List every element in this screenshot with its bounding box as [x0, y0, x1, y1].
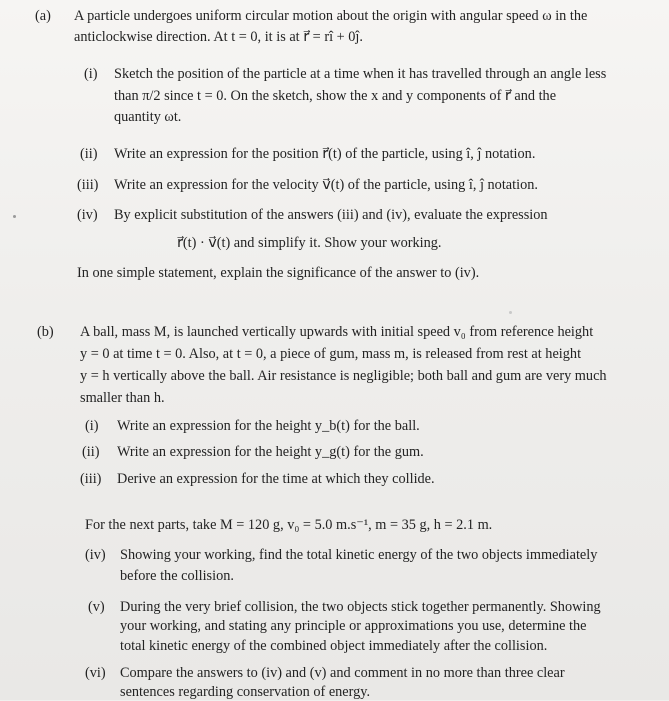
question-a-ii-label: (ii): [80, 146, 98, 162]
part-a-intro-line: A particle undergoes uniform circular motion about the origin with angular speed ω in the: [74, 8, 588, 24]
question-b-v-text: your working, and stating any principle or approximations you use, determine the: [120, 618, 587, 634]
question-b-iii-label: (iii): [80, 471, 102, 487]
paper-speck: [509, 311, 512, 314]
question-b-vi-label: (vi): [85, 665, 106, 681]
part-b-intro-line: y = h vertically above the ball. Air resistance is negligible; both ball and gum are very much: [80, 368, 607, 384]
question-b-v-text: total kinetic energy of the combined object immediately after the collision.: [120, 638, 548, 654]
question-b-i-text: Write an expression for the height y_b(t) for the ball.: [117, 418, 420, 434]
question-b-ii-label: (ii): [82, 444, 100, 460]
question-a-iii-label: (iii): [77, 177, 99, 193]
part-a-intro-line: anticlockwise direction. At t = 0, it is at r⃗ = rî + 0ĵ.: [74, 29, 363, 45]
paper-speck: [13, 215, 16, 218]
part-b-intro-line: y = 0 at time t = 0. Also, at t = 0, a piece of gum, mass m, is released from rest at height: [80, 346, 582, 362]
part-a-label: (a): [35, 8, 51, 24]
question-a-iv-text: By explicit substitution of the answers (iii) and (iv), evaluate the expression: [114, 207, 548, 223]
part-a-closing: In one simple statement, explain the significance of the answer to (iv).: [77, 265, 480, 281]
question-a-iii-text: Write an expression for the velocity v⃗(t) of the particle, using î, ĵ notation.: [114, 177, 538, 193]
question-a-ii-text: Write an expression for the position r⃗(t) of the particle, using î, ĵ notation.: [114, 146, 536, 162]
question-b-v-text: During the very brief collision, the two objects stick together permanently. Showing: [120, 599, 601, 615]
question-b-ii-text: Write an expression for the height y_g(t) for the gum.: [117, 444, 424, 460]
question-b-i-label: (i): [85, 418, 99, 434]
question-b-v-label: (v): [88, 599, 105, 615]
question-b-iv-text: Showing your working, find the total kinetic energy of the two objects immediately: [120, 547, 598, 563]
part-b-intro-line: smaller than h.: [80, 390, 165, 406]
question-b-iv-label: (iv): [85, 547, 106, 563]
part-b-label: (b): [37, 324, 54, 340]
question-b-vi-text: Compare the answers to (iv) and (v) and comment in no more than three clear: [120, 665, 565, 681]
question-a-iv-label: (iv): [77, 207, 98, 223]
question-a-i-text: quantity ωt.: [114, 109, 182, 125]
question-b-iv-text: before the collision.: [120, 568, 234, 584]
question-b-vi-text: sentences regarding conservation of energy.: [120, 684, 371, 700]
question-a-iv-text: r⃗(t) · v⃗(t) and simplify it. Show your working.: [177, 235, 442, 251]
question-b-iii-text: Derive an expression for the time at which they collide.: [117, 471, 435, 487]
part-b-intro-line: A ball, mass M, is launched vertically upwards with initial speed v₀ from reference height: [80, 324, 594, 340]
question-a-i-text: Sketch the position of the particle at a time when it has travelled through an angle less: [114, 66, 607, 82]
question-a-i-text: than π/2 since t = 0. On the sketch, show the x and y components of r⃗ and the: [114, 88, 557, 104]
question-a-i-label: (i): [84, 66, 98, 82]
given-values: For the next parts, take M = 120 g, v₀ = 5.0 m.s⁻¹, m = 35 g, h = 2.1 m.: [85, 517, 493, 533]
